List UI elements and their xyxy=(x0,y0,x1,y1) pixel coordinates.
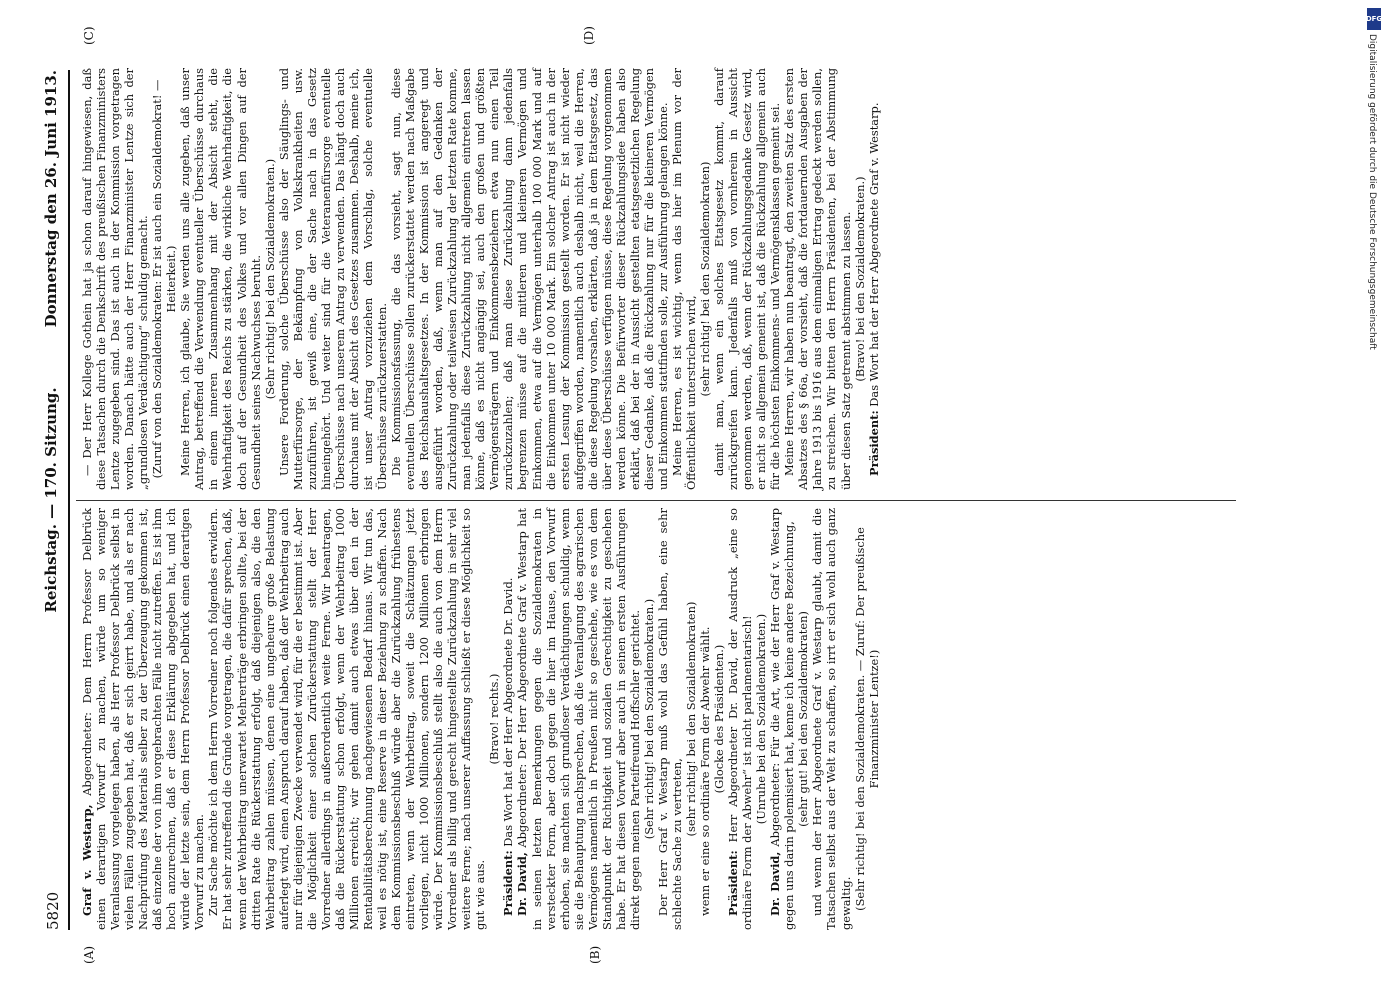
interjection xyxy=(853,508,881,930)
paragraph-text: Unsere Forderung, solche Überschüsse also der Säuglings- und Mutterfürsorge, der Bekämpfung von Volkskrankheiten usw. zuzuführen, ist gewiß eine, die der Sache nach in das Gesetz hineingehört. Und weiter sind für die Veteranenfürsorge eventuelle Überschüsse nach unserem Antrag zu verwenden. Das hängt doch auch durchaus mit der Absicht des Gesetzes zusammen. Deshalb, meine ich, ist unser Antrag vorzuziehen dem Vorschlag, solche eventuelle Überschüsse zurückzuerstatten. xyxy=(276,68,389,490)
funding-note: Digitalisierung gefördert durch die Deutsche Forschungsgemeinschaft xyxy=(1367,34,1377,350)
paragraph-text: (sehr gut! bei den Sozialdemokraten) xyxy=(796,611,811,827)
paragraph-text: (Unruhe bei den Sozialdemokraten.) xyxy=(754,613,769,825)
speaker-name: Präsident: xyxy=(501,850,516,916)
speaker-name: Präsident: xyxy=(866,410,881,476)
speaker-name: Dr. David, xyxy=(768,851,783,916)
paragraph xyxy=(501,508,515,930)
paragraph-text: (Sehr richtig! bei den Sozialdemokraten.) xyxy=(262,158,277,400)
paragraph-text: Herr Abgeordneter Dr. David, der Ausdruck „eine so ordinäre Form der Abwehr“ ist nicht parlamentarisch! xyxy=(726,508,755,930)
paragraph-text: und wenn der Herr Abgeordnete Graf v. Westarp glaubt, damit die Tatsachen selbst aus der Welt zu schaffen, so irrt er sich wohl auch ganz gewaltig. xyxy=(810,508,853,930)
interjection xyxy=(698,68,712,490)
column-divider xyxy=(76,500,1236,501)
paragraph-text: Der Herr Graf v. Westarp muß wohl das Gefühl haben, eine sehr schlechte Sache zu vertreten, xyxy=(655,508,684,930)
paragraph-text: Abgeordneter: Dem Herrn Professor Delbrück einen derartigen Vorwurf zu machen, würde um so weniger Veranlassung vorgelegen haben, als Herr Professor Delbrück selbst in vielen Fällen zugegeben hat, daß er sich geirrt habe, und als er nach Nachprüfung des Materials selber zu der Überzeugung gekommen ist, daß einzelne der von ihm vorgebrachten Fälle nicht zutreffen. Es ist ihm hoch anzurechnen, daß er diese Erklärung abgegeben hat, und ich würde der letzte sein, dem Herrn Professor Delbrück einen derartigen Vorwurf zu machen. xyxy=(80,508,207,930)
right-column xyxy=(80,68,881,490)
paragraph-text: (Sehr richtig! bei den Sozialdemokraten.) xyxy=(641,598,656,840)
paragraph xyxy=(867,68,881,490)
margin-mark-b: (B) xyxy=(588,945,602,964)
paragraph xyxy=(206,508,487,930)
interjection xyxy=(712,508,726,930)
paragraph xyxy=(515,508,641,930)
running-header xyxy=(42,70,68,930)
interjection xyxy=(754,508,768,930)
paragraph xyxy=(768,508,796,930)
speaker-name: Graf v. Westarp, xyxy=(80,804,94,916)
paragraph-text: Meine Herren, wir haben nun beantragt, den zweiten Satz des ersten Absatzes des § 66a, der vorsieht, daß die fortdauernden Ausgaben der Jahre 1913 bis 1916 aus dem einmaligen Ertrag gedeckt werden sollen, zu streichen. Wir bitten den Herrn Präsidenten, bei der Abstimmung über diesen Satz getrennt abstimmen zu lassen. xyxy=(782,68,853,490)
paragraph-text: (Glocke des Präsidenten.) xyxy=(712,644,727,794)
paragraph xyxy=(670,68,698,490)
digitization-footer xyxy=(1366,8,1382,688)
header-rule xyxy=(68,70,70,930)
paragraph-text: Das Wort hat der Herr Abgeordnete Graf v. Westarp. xyxy=(866,102,881,411)
paragraph-text: damit man, wenn ein solches Etatsgesetz kommt, darauf zurückgreifen kann. Jedenfalls muß von vornherein in Aussicht genommen werden, daß, wenn der Rückzahlungsgedanke Gesetz wird, er nicht so allgemein gemeint ist, daß die Rückzahlung allgemein auch für die höchsten Einkommens- und Vermögensklassen gemeint sei. xyxy=(712,68,783,490)
paragraph xyxy=(80,508,206,930)
paragraph xyxy=(712,68,782,490)
interjection xyxy=(150,68,178,490)
paragraph xyxy=(389,68,670,490)
paragraph-text: (Bravo! rechts.) xyxy=(487,673,502,765)
margin-mark-d: (D) xyxy=(582,26,596,45)
paragraph-text: Das Wort hat der Herr Abgeordnete Dr. David. xyxy=(501,577,516,851)
paragraph-text: Die Kommissionsfassung, die das vorsieht, sagt nun, diese eventuellen Überschüsse sollen zurückerstattet werden nach Maßgabe des Reichshaushaltsgesetzes. In der Kommission ist angeregt und ausgeführt worden, daß, wenn man auf den Gedanken der Zurückzahlung oder teilweisen Zurückzahlung der letzten Rate komme, man jedenfalls diese Zurückzahlung nicht allgemein eintreten lassen könne, daß es nicht angängig sei, auch den großen und größten Vermögensträgern und Einkommensbeziehern etwa nun einen Teil zurückzuzahlen; daß man diese Zurückzahlung dann jedenfalls begrenzen müsse auf die mittleren und kleineren Vermögen und Einkommen, etwa auf die Vermögen unterhalb 100 000 Mark und auf die Einkommen unter 10 000 Mark. Ein solcher Antrag ist auch in der ersten Lesung der Kommission gestellt worden. Er ist nicht wieder aufgegriffen worden, namentlich auch deshalb nicht, weil die Herren, die diese Regelung vorsahen, erklärten, daß ja in dem Etatsgesetz, das über diese Überschüsse verfügen müsse, diese Regelung vorgenommen werden könne. Die Befürworter dieser Rückzahlungsidee haben also erklärt, daß bei der in Aussicht gestellten etatsgesetzlichen Regelung dieser Gedanke, daß die Rückzahlung nur für die kleineren Vermögen und Einkommen stattfinden solle, zur Ausführung gelangen könne. xyxy=(389,68,670,490)
interjection xyxy=(796,508,810,930)
paragraph-text: (Sehr richtig! bei den Sozialdemokraten. — Zuruf: Der preußische Finanzminister Lentze!) xyxy=(852,527,881,911)
paragraph-text: Abgeordneter: Der Herr Abgeordnete Graf v. Westarp hat in seinen letzten Bemerkungen gegen die Sozialdemokraten in versteckter Form, aber doch gegen die hier im Hause, den Vorwurf erhoben, sie machten sich grundloser Verdächtigungen schuldig, wenn sie die Behauptung nachsprechen, daß die Veranlagung des agrarischen Vermögens namentlich in Preußen nicht so geschehe, wie es von dem Standpunkt der Richtigkeit und sozialen Gerechtigkeit zu geschehen habe. Er hat diesen Vorwurf aber auch in seinen ersten Ausführungen direkt gegen meinen Parteifreund Hoffschler gerichtet. xyxy=(515,508,642,930)
paragraph-text: (sehr richtig! bei den Sozialdemokraten) xyxy=(698,161,713,397)
interjection xyxy=(263,68,277,490)
paragraph xyxy=(277,68,389,490)
paragraph xyxy=(726,508,754,930)
paragraph-text: — Der Herr Kollege Gothein hat ja schon darauf hingewiesen, daß diese Tatsachen durch die Denkschrift des preußischen Finanzministers Lentze zugegeben sind. Das ist auch in der Kommission vorgetragen worden. Danach hätte auch der Herr Finanzminister Lentze sich der „grundlosen Verdächtigung“ schuldig gemacht. xyxy=(80,68,151,490)
left-column xyxy=(80,508,881,930)
paragraph-text: wenn er eine so ordinäre Form der Abwehr wählt. xyxy=(698,626,713,916)
session-title: Reichstag. — 170. Sitzung. xyxy=(42,387,60,613)
paragraph-text: (Bravo! bei den Sozialdemokraten.) xyxy=(852,176,867,382)
speaker-name: Dr. David, xyxy=(515,852,530,916)
session-date: Donnerstag den 26. Juni 1913. xyxy=(42,70,60,328)
margin-mark-a: (A) xyxy=(82,945,96,964)
paragraph xyxy=(782,68,852,490)
paragraph-text: (sehr richtig! bei den Sozialdemokraten) xyxy=(684,601,699,837)
paragraph-text: Abgeordneter: Für die Art, wie der Herr Graf v. Westarp gegen uns darin polemisiert hat, kenne ich keine andere Bezeichnung, xyxy=(768,508,797,930)
paragraph-text: (Zuruf von den Sozialdemokraten: Er ist auch ein Sozialdemokrat! — Heiterkeit.) xyxy=(150,79,179,479)
interjection xyxy=(853,68,867,490)
page-number: 5820 xyxy=(44,891,62,930)
paragraph-text: Zur Sache möchte ich dem Herrn Vorredner noch folgendes erwidern. Er hat sehr zutreffend die Gründe vorgetragen, die dafür sprechen, daß, wenn der Wehrbeitrag unerwartet Mehrerträge erbringen sollte, bei der dritten Rate die Rückerstattung erfolgt, daß diejenigen also, die den Wehrbeitrag zahlen müssen, denen eine ungeheure große Belastung auferlegt wird, einen Anspruch darauf haben, daß der Wehrbeitrag auch nur für diejenigen Zwecke verwendet wird, für die er bestimmt ist. Aber die Möglichkeit einer solchen Zurückerstattung stellt der Herr Vorredner allerdings in außerordentlich weite Ferne. Wir beantragen, daß die Rückerstattung schon erfolgt, wenn der Wehrbeitrag 1000 Millionen erreicht; wir gehen damit auch etwas über den in der Rentabilitätsberechnung nachgewiesenen Bedarf hinaus. Wir tun das, weil es nötig ist, eine Reserve in dieser Beziehung zu schaffen. Nach dem Kommissionsbeschluß würde aber die Zurückzahlung frühestens eintreten, wenn der Wehrbeitrag, soweit die Schätzungen jetzt vorliegen, nicht 1000 Millionen, sondern 1200 Millionen erbringen würde. Der Kommissionsbeschluß stellt also die auch von dem Herrn Vorredner als billig und gerecht hingestellte Zurückzahlung in sehr viel weitere Ferne; nach unserer Auffassung schließt er diese Möglichkeit so gut wie aus. xyxy=(206,508,488,930)
interjection xyxy=(487,508,501,930)
speaker-name: Präsident: xyxy=(726,850,741,916)
paragraph-text: Meine Herren, es ist wichtig, wenn das hier im Plenum vor der Öffentlichkeit unterstrichen wird, xyxy=(669,68,699,490)
dfg-logo: DFG xyxy=(1367,8,1381,30)
paragraph xyxy=(698,508,712,930)
paragraph-text: Meine Herren, ich glaube, Sie werden uns alle zugeben, daß unser Antrag, betreffend die Verwendung eventueller Überschüsse durchaus in einem inneren Zusammenhang mit der Absicht steht, die Wehrhaftigkeit des Reichs zu stärken, die wirkliche Wehrhaftigkeit, die doch auf der Gesundheit des Volkes und vor allen Dingen auf der Gesundheit seines Nachwuchses beruht. xyxy=(178,68,263,490)
interjection xyxy=(642,508,656,930)
paragraph xyxy=(810,508,852,930)
paragraph xyxy=(80,68,150,490)
paragraph xyxy=(656,508,684,930)
interjection xyxy=(684,508,698,930)
paragraph xyxy=(178,68,262,490)
margin-mark-c: (C) xyxy=(82,26,96,45)
